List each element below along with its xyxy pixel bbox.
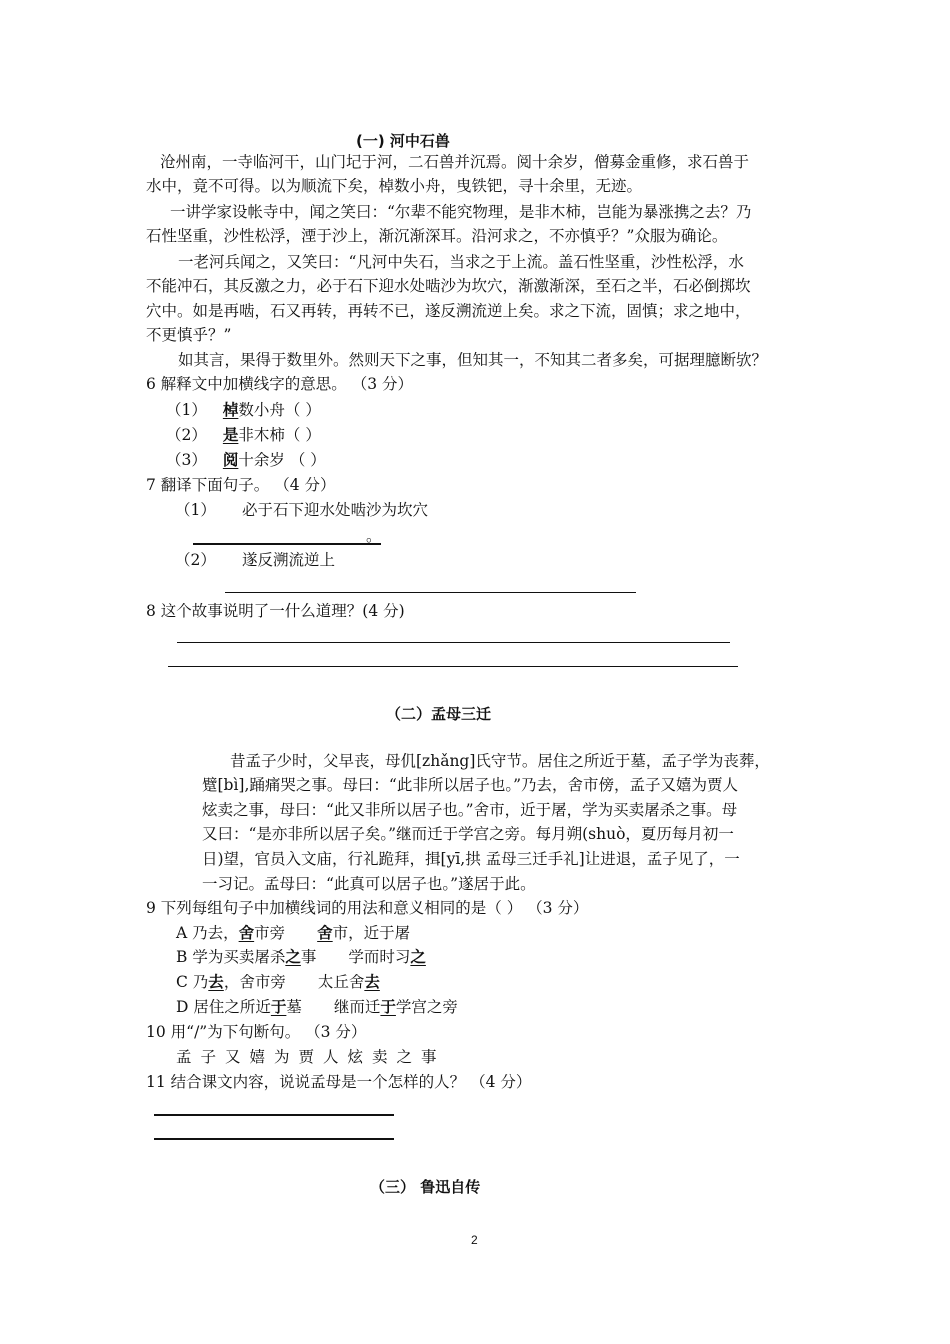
question-8: 8 这个故事说明了一什么道理？(4 分)	[146, 602, 405, 620]
option-text: 太丘舍	[317, 973, 365, 991]
q7-item-num: （2）	[175, 551, 216, 569]
passage2-line: 一习记。孟母曰：“此真可以居子也。”遂居于此。	[202, 875, 536, 893]
question-7: 7 翻译下面句子。 （4 分）	[146, 476, 336, 494]
passage1-line: 穴中。如是再啮，石又再转，再转不已，遂反溯流逆上矣。求之下流，固慎；求之地中，	[146, 302, 751, 320]
passage1-line: 如其言，果得于数里外。然则天下之事，但知其一，不知其二者多矣，可据理臆断欤？	[178, 351, 768, 369]
q6-item-text: 数小舟（ ）	[238, 401, 321, 419]
underlined-word: 于	[380, 997, 396, 1016]
passage2-line: 日)望，官员入文庙，行礼跪拜，揖[yī,拱 孟母三迁手礼]让进退，孟子见了，一	[202, 850, 740, 868]
underlined-word: 去	[208, 972, 224, 991]
q6-item-num: （3）	[166, 451, 207, 469]
q9-option	[176, 945, 426, 969]
q6-item-num: （2）	[166, 426, 207, 444]
underlined-word: 棹	[222, 400, 239, 419]
answer-line	[154, 1114, 394, 1116]
passage1-line: 不更慎乎？”	[146, 326, 232, 344]
q7-item-num: （1）	[175, 501, 216, 519]
underlined-word: 阅	[222, 450, 239, 469]
option-text: 市，近于屠	[332, 924, 411, 942]
underlined-word: 之	[410, 947, 426, 966]
passage1-line: 石性坚重，沙性松浮，湮于沙上，渐沉渐深耳。沿河求之，不亦慎乎？”众服为确论。	[146, 227, 728, 245]
option-text: 学而时习	[348, 948, 411, 966]
q9-option	[176, 995, 458, 1019]
option-text: 事	[300, 948, 317, 966]
q10-sentence: 孟子又嬉为贾人炫卖之事	[176, 1048, 446, 1066]
passage1-line: 一讲学家设帐寺中，闻之笑曰：“尔辈不能究物理，是非木柿，岂能为暴涨携之去？乃	[170, 203, 752, 221]
q6-item-text: 十余岁 （ ）	[238, 451, 326, 469]
underlined-word: 舍	[317, 923, 333, 942]
question-10: 10 用“/”为下句断句。 （3 分）	[146, 1023, 367, 1041]
question-6: 6 解释文中加横线字的意思。 （3 分）	[146, 375, 414, 393]
underlined-word: 于	[270, 997, 287, 1016]
section2-title: （二）孟母三迁	[386, 705, 492, 723]
option-text: C 乃	[176, 973, 209, 991]
option-text: 市旁	[254, 924, 286, 942]
passage1-line: 不能冲石，其反激之力，必于石下迎水处啮沙为坎穴，渐激渐深，至石之半，石必倒掷坎	[146, 277, 751, 295]
question-9: 9 下列每组句子中加横线词的用法和意义相同的是（ ） （3 分）	[146, 899, 589, 917]
passage2-line: 躄[bì],踊痛哭之事。母曰：“此非所以居子也。”乃去，舍市傍，孟子又嬉为贾人	[202, 776, 739, 794]
section1-title: (一) 河中石兽	[356, 132, 450, 150]
option-text: 继而迁	[333, 998, 381, 1016]
section3-title: （三） 鲁迅自传	[370, 1178, 481, 1196]
q6-item	[166, 423, 321, 447]
q7-item-text: 遂反溯流逆上	[242, 551, 336, 569]
passage1-line: 沧州南，一寺临河干，山门圮于河，二石兽并沉焉。阅十余岁，僧募金重修，求石兽于	[160, 153, 750, 171]
q7-item-text: 必于石下迎水处啮沙为坎穴	[242, 501, 429, 519]
option-text: A 乃去，	[176, 924, 239, 942]
option-text: 墓	[286, 998, 302, 1016]
q6-item-text: 非木柿（ ）	[238, 426, 321, 444]
passage2-line: 炫卖之事，母曰：“此又非所以居子也。”舍市，近于屠，学为买卖屠杀之事。母	[202, 801, 738, 819]
question-11: 11 结合课文内容，说说孟母是一个怎样的人？ （4 分）	[146, 1073, 532, 1091]
answer-line	[168, 666, 738, 667]
q6-item	[166, 398, 321, 422]
option-text: ，舍市旁	[223, 973, 286, 991]
option-text: B 学为买卖屠杀	[176, 948, 286, 966]
passage2-line: 又曰：“是亦非所以居子矣。”继而迁于学宫之旁。每月朔(shuò，夏历每月初一	[202, 825, 734, 843]
underlined-word: 舍	[238, 923, 255, 942]
answer-line	[154, 1138, 394, 1140]
underlined-word: 之	[285, 947, 301, 966]
passage2-line: 昔孟子少时，父早丧，母仉[zhǎng]氏守节。居住之所近于墓，孟子学为丧葬，	[230, 752, 770, 770]
option-text: 学宫之旁	[395, 998, 458, 1016]
q6-item	[166, 448, 326, 472]
underlined-word: 是	[222, 425, 239, 444]
underlined-word: 去	[364, 972, 380, 991]
passage1-line: 一老河兵闻之，又笑曰：“凡河中失石，当求之于上流。盖石性坚重，沙性松浮，水	[178, 253, 744, 271]
passage1-line: 水中，竟不可得。以为顺流下矣，棹数小舟，曳铁钯，寻十余里，无迹。	[146, 177, 643, 195]
option-text: D 居住之所近	[176, 998, 271, 1016]
q6-item-num: （1）	[166, 401, 207, 419]
page-number: 2	[471, 1233, 478, 1247]
answer-line	[193, 543, 381, 545]
answer-line	[177, 642, 730, 643]
q9-option	[176, 970, 380, 994]
answer-line	[225, 592, 636, 593]
q9-option	[176, 921, 410, 945]
q7-item-period: 。	[366, 527, 382, 545]
